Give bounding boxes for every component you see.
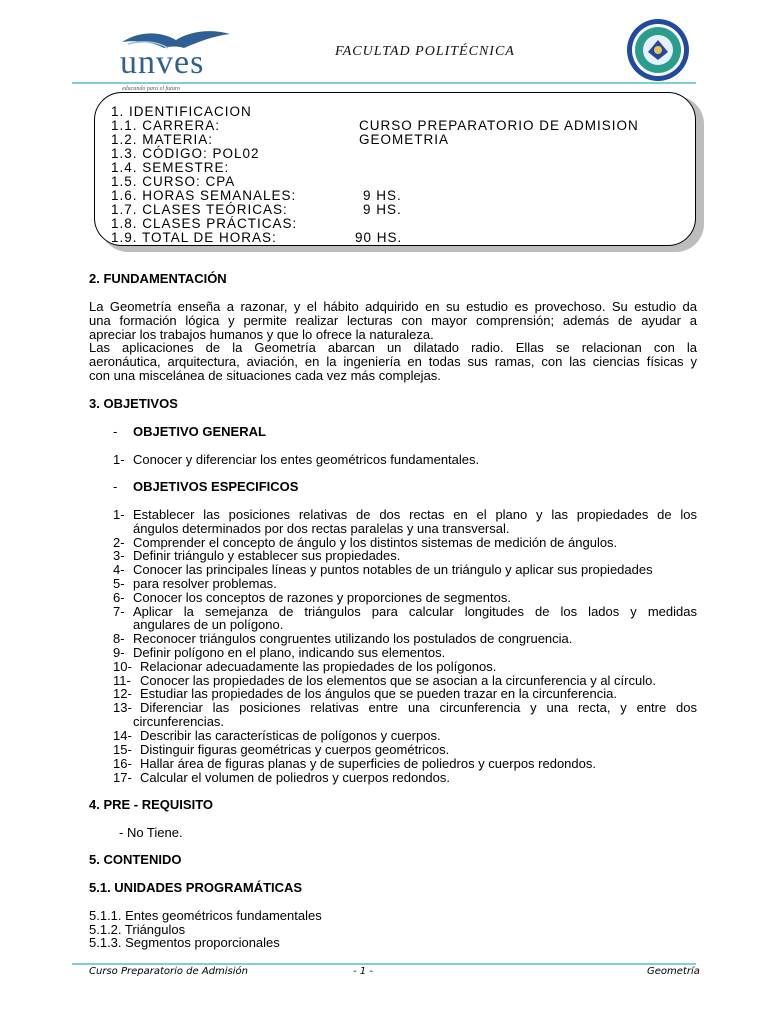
footer-course: Curso Preparatorio de Admisión (89, 966, 249, 977)
logo-wordmark: unves (120, 44, 205, 81)
contenido-item: 5.1.2. Triángulos (89, 922, 186, 937)
objetivo-num: 6- (113, 590, 125, 605)
id-label-curso: 1.5. CURSO: CPA (111, 174, 236, 189)
objetivo-text: Distinguir figuras geométricas y cuerpos geométricos. (140, 742, 450, 757)
id-label-materia: 1.2. MATERIA: (111, 132, 214, 147)
id-value-materia: GEOMETRIA (359, 132, 450, 147)
objetivo-text: Hallar área de figuras planas y de superficies de poliedros y cuerpos redondos. (140, 756, 596, 771)
identification-frame (94, 92, 696, 246)
identification-heading: 1. IDENTIFICACION (111, 104, 252, 119)
objetivo-general-heading: OBJETIVO GENERAL (133, 424, 266, 439)
objetivos-especificos-heading: OBJETIVOS ESPECIFICOS (133, 479, 299, 494)
objetivo-num: 4- (113, 562, 125, 577)
subsection-heading-unidades: 5.1. UNIDADES PROGRAMÁTICAS (89, 880, 303, 895)
objetivo-text: Describir las características de polígonos y cuerpos. (140, 728, 441, 743)
objetivo-text: Reconocer triángulos congruentes utilizando los postulados de congruencia. (133, 631, 573, 646)
objetivo-num: 10- (113, 659, 132, 674)
footer-divider (72, 963, 696, 965)
section-heading-fundamentacion: 2. FUNDAMENTACIÓN (89, 271, 227, 286)
id-value-carrera: CURSO PREPARATORIO DE ADMISION (359, 118, 639, 133)
objetivo-text: ángulos determinados por dos rectas paralelas y una transversal. (133, 521, 510, 536)
objetivo-general-dash: - (113, 424, 118, 439)
objetivo-text: Diferenciar las posiciones relativas entre una circunferencia y una recta, y entre dos (140, 700, 697, 715)
objetivos-especificos-dash: - (113, 479, 118, 494)
id-label-clases-teoricas: 1.7. CLASES TEÓRICAS: (111, 202, 288, 217)
objetivo-num: 15- (113, 742, 132, 757)
objetivo-text: Conocer las principales líneas y puntos notables de un triángulo y aplicar sus propiedades (133, 562, 653, 577)
logo-tagline: educando para el futuro (122, 86, 180, 92)
fundamentacion-line-1: La Geometría enseña a razonar, y el hábito adquirido en su estudio es provechoso. Su estudio da (89, 299, 697, 314)
objetivo-general-item-text: Conocer y diferenciar los entes geométricos fundamentales. (133, 452, 480, 467)
id-label-carrera: 1.1. CARRERA: (111, 118, 221, 133)
fundamentacion-line-6: con una miscelánea de situaciones cada vez más complejas. (89, 368, 441, 383)
objetivo-text: Estudiar las propiedades de los ángulos que se pueden trazar en la circunferencia. (140, 686, 617, 701)
objetivo-text: Establecer las posiciones relativas de dos rectas en el plano y las propiedades de los (133, 507, 697, 522)
id-value-total-horas: 90 HS. (355, 230, 403, 245)
id-label-codigo: 1.3. CÓDIGO: POL02 (111, 146, 260, 161)
objetivo-text: Definir polígono en el plano, indicando sus elementos. (133, 645, 446, 660)
identification-box (94, 92, 702, 252)
objetivo-num: 14- (113, 728, 132, 743)
id-label-total-horas: 1.9. TOTAL DE HORAS: (111, 230, 277, 245)
objetivo-general-item-num: 1- (113, 452, 125, 467)
section-heading-prerequisito: 4. PRE - REQUISITO (89, 797, 214, 812)
objetivo-num: 3- (113, 548, 125, 563)
footer-page-number: - 1 - (353, 966, 373, 977)
faculty-title: FACULTAD POLITÉCNICA (335, 44, 515, 59)
contenido-item: 5.1.3. Segmentos proporcionales (89, 935, 280, 950)
university-logo (118, 28, 233, 92)
objetivo-num: 17- (113, 770, 132, 785)
id-label-semestre: 1.4. SEMESTRE: (111, 160, 230, 175)
objetivo-num: 12- (113, 686, 132, 701)
objetivo-num: 1- (113, 507, 125, 522)
objetivo-num: 16- (113, 756, 132, 771)
objetivo-text: Conocer las propiedades de los elementos que se asocian a la circunferencia y al círculo. (140, 673, 656, 688)
objetivo-text: Definir triángulo y establecer sus propiedades. (133, 548, 401, 563)
objetivo-num: 9- (113, 645, 125, 660)
objetivo-num: 8- (113, 631, 125, 646)
fundamentacion-line-2: una formación lógica y permite realizar lecturas con mayor comprensión; además de ayudar a (89, 313, 697, 328)
id-label-horas-semanales: 1.6. HORAS SEMANALES: (111, 188, 297, 203)
objetivo-num: 7- (113, 604, 125, 619)
objetivo-num: 2- (113, 535, 125, 550)
fundamentacion-line-5: aeronáutica, arquitectura, aviación, en la ingeniería en todas sus ramas, con las ciencias físicas y (89, 354, 697, 369)
objetivo-text: Aplicar la semejanza de triángulos para calcular longitudes de los lados y medidas (133, 604, 697, 619)
objetivo-text: circunferencias. (133, 714, 225, 729)
footer-subject: Geometría (647, 966, 700, 977)
objetivo-num: 5- (113, 576, 125, 591)
section-heading-objetivos: 3. OBJETIVOS (89, 396, 178, 411)
id-value-clases-teoricas: 9 HS. (363, 202, 402, 217)
objetivo-text: Relacionar adecuadamente las propiedades de los polígonos. (140, 659, 497, 674)
objetivo-text: Conocer los conceptos de razones y proporciones de segmentos. (133, 590, 511, 605)
objetivo-text: angulares de un polígono. (133, 617, 284, 632)
header-divider (72, 82, 696, 84)
id-value-horas-semanales: 9 HS. (363, 188, 402, 203)
objetivo-num: 11- (113, 673, 131, 688)
id-label-clases-practicas: 1.8. CLASES PRÁCTICAS: (111, 216, 298, 231)
objetivo-text: Comprender el concepto de ángulo y los distintos sistemas de medición de ángulos. (133, 535, 618, 550)
page-header (0, 0, 768, 92)
objetivo-num: 13- (113, 700, 132, 715)
fundamentacion-line-4: Las aplicaciones de la Geometría abarcan un dilatado radio. Ellas se relacionan con la (89, 340, 697, 355)
fundamentacion-line-3: apreciar los trabajos humanos y que lo ofrece la naturaleza. (89, 327, 434, 342)
objetivo-text: para resolver problemas. (133, 576, 277, 591)
prerequisito-item: - No Tiene. (119, 825, 183, 840)
faculty-seal-icon (626, 18, 690, 82)
section-heading-contenido: 5. CONTENIDO (89, 852, 182, 867)
objetivo-text: Calcular el volumen de poliedros y cuerpos redondos. (140, 770, 451, 785)
contenido-item: 5.1.1. Entes geométricos fundamentales (89, 908, 322, 923)
